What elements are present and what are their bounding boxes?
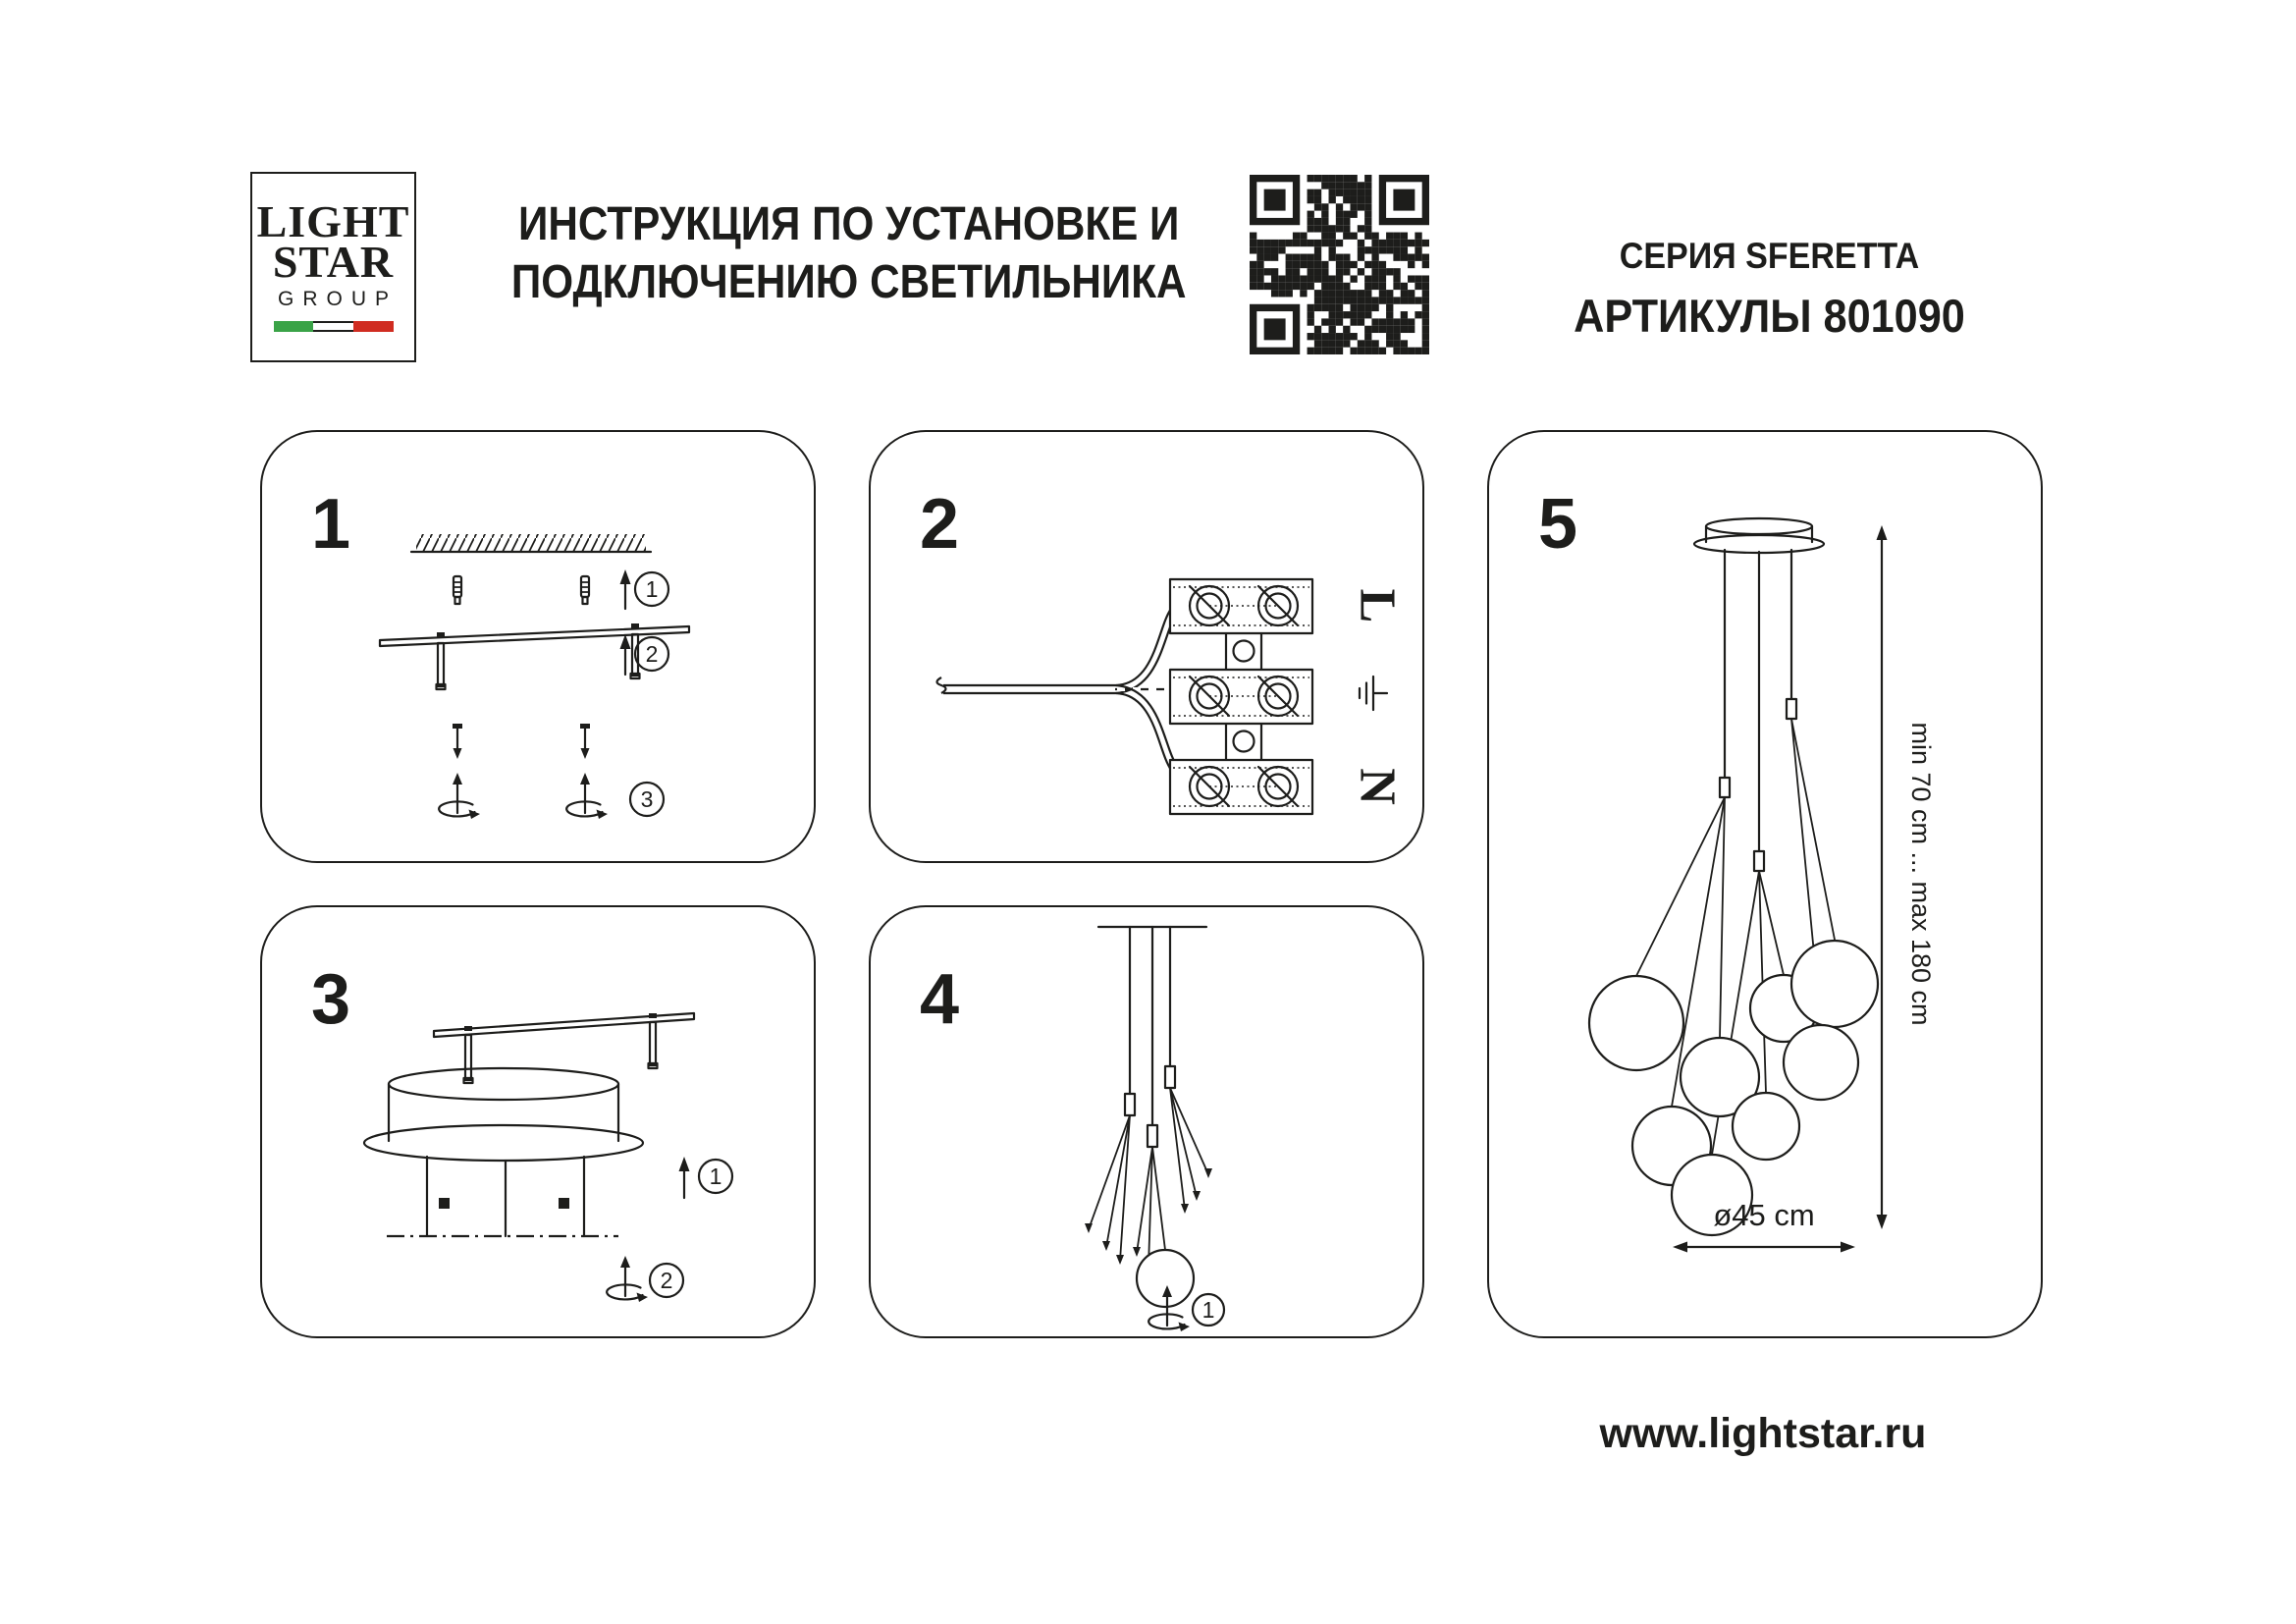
glass-sphere-cluster (1589, 941, 1878, 1235)
step-2-diagram (871, 432, 1422, 861)
earth-ground-icon (1360, 677, 1387, 710)
terminal-block (1170, 579, 1312, 814)
logo-word-group: GROUP (277, 287, 398, 310)
ceiling-canopy (364, 1068, 643, 1161)
step-circle-1: 1 (645, 576, 659, 602)
step-panel-3 (260, 905, 816, 1338)
canopy-stems (387, 1157, 618, 1236)
panel-number: 5 (1538, 485, 1578, 564)
mounting-bracket (434, 1013, 694, 1083)
series-label: СЕРИЯ SFERETTA (1619, 236, 1920, 276)
lightstar-logo (250, 172, 416, 362)
mounting-bracket (380, 623, 689, 689)
step-panel-1 (260, 430, 816, 863)
panel-number: 4 (920, 960, 960, 1039)
step-2-arrow-up-icon (620, 634, 669, 675)
step-circle-3: 3 (640, 786, 654, 812)
logo-word-light: LIGHT (256, 196, 410, 247)
screw-icon (453, 724, 590, 759)
step-1-arrow-up-icon (620, 569, 669, 609)
neutral-wire-label: N (1349, 768, 1406, 805)
live-wire-label: L (1349, 588, 1406, 623)
rotate-arrow-icon (607, 1256, 683, 1302)
step-3-diagram (262, 907, 814, 1336)
step-panel-2 (869, 430, 1424, 863)
height-dimension (1877, 525, 1937, 1229)
step-circle-1: 1 (709, 1164, 722, 1189)
article-label: АРТИКУЛЫ 801090 (1574, 290, 1965, 342)
lamp-holder-fans (1085, 1088, 1212, 1271)
step-4-diagram (871, 907, 1422, 1336)
title-line-1: ИНСТРУКЦИЯ ПО УСТАНОВКЕ И (518, 198, 1180, 250)
product-info (1512, 236, 2027, 343)
flag-white-segment (313, 321, 353, 332)
step-5-diagram (1489, 432, 2041, 1336)
dimensions-panel-5 (1487, 430, 2043, 1338)
step-circle-2: 2 (660, 1268, 673, 1293)
italian-flag-icon (274, 321, 394, 332)
step-circle-2: 2 (645, 641, 659, 667)
diameter-label: ø45 cm (1713, 1198, 1815, 1232)
rotate-arrow-icon (439, 773, 664, 819)
glass-sphere (1137, 1250, 1194, 1307)
panel-number: 1 (311, 485, 351, 564)
flag-red-segment (353, 321, 394, 332)
step-1-diagram (262, 432, 814, 861)
step-1-arrow-up-icon (679, 1157, 733, 1198)
website-url: www.lightstar.ru (1599, 1410, 1927, 1457)
step-panel-4 (869, 905, 1424, 1338)
wall-anchor-icon (454, 576, 589, 604)
supply-cable (937, 609, 1178, 770)
logo-word-star: STAR (272, 236, 395, 287)
step-circle-1: 1 (1201, 1297, 1215, 1323)
ceiling-canopy (1694, 518, 1824, 553)
panel-number: 3 (311, 960, 351, 1039)
qr-code-icon (1250, 175, 1429, 354)
height-range-label: min 70 cm ... max 180 cm (1906, 722, 1936, 1026)
title-line-2: ПОДКЛЮЧЕНИЮ СВЕТИЛЬНИКА (511, 255, 1187, 308)
pendant-cords (1098, 927, 1206, 1147)
panel-number: 2 (920, 485, 960, 564)
flag-green-segment (274, 321, 314, 332)
ceiling-hatch (411, 534, 651, 552)
page-title (422, 196, 1276, 311)
